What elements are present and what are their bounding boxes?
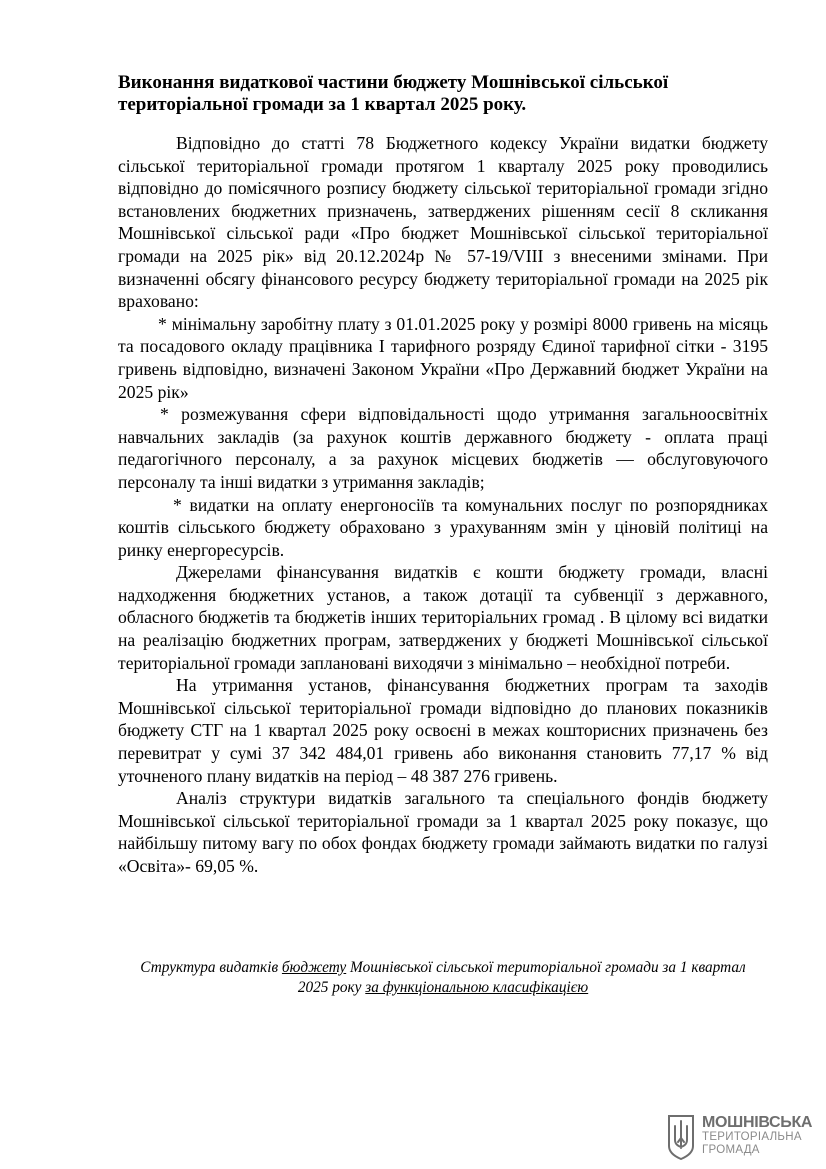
paragraph-funding-sources: Джерелами фінансування видатків є кошти бюджету громади, власні надходження бюджетних установ, а також дотації та субвенції з державного, обласного бюджетів та бюджетів інших територіальних громад . В цілому всі видатки на реалізацію бюджетних програм, затверджених у бюджеті Мошнівської сільської територіальної громади заплановані виходячи з мінімально – необхідної потреби. [118, 562, 768, 673]
bullet-responsibility-split: * розмежування сфери відповідальності щодо утримання загальноосвітніх навчальних закладів (за рахунок коштів державного бюджету - оплата праці педагогічного персоналу, а за рахунок місцевих бюджетів — обслуговуючого персоналу та інші видатки з утримання закладів; [118, 404, 768, 492]
title-line-1: Виконання видаткової частини бюджету Мошнівської сільської [118, 72, 669, 93]
paragraph-execution-amount: На утримання установ, фінансування бюджетних програм та заходів Мошнівської сільської територіальної громади відповідно до планових показників бюджету СТГ на 1 квартал 2025 року освоєні в межах кошторисних призначень без перевитрат у сумі 37 342 484,01 гривень або виконання становить 77,17 % від уточненого плану видатків на період – 48 387 276 гривень. [118, 675, 768, 786]
document-title [118, 72, 758, 116]
caption-part-1: Структура видатків [140, 959, 282, 976]
chart-caption [128, 958, 758, 998]
title-line-2: територіальної громади за 1 квартал 2025 року. [118, 94, 527, 115]
bullet-minimum-wage: * мінімальну заробітну плату з 01.01.2025 року у розмірі 8000 гривень на місяць та посадового окладу працівника І тарифного розряду Єдиної тарифної сітки - 3195 гривень відповідно, визначені Законом України «Про Державний бюджет України на 2025 рік» [118, 313, 768, 402]
caption-part-4: за функціональною класифікацією [365, 979, 589, 996]
logo-text [702, 1114, 812, 1157]
caption-part-3: Мошнівської сільської територіальної громади за 1 квартал 2025 року [297, 959, 746, 996]
community-logo [666, 1114, 816, 1162]
bullet-energy-costs: * видатки на оплату енергоносіїв та комунальних послуг по розпорядниках коштів сільського бюджету обраховано з урахуванням змін у ціновій політиці на ринку енергоресурсів. [118, 494, 768, 560]
logo-sub-text-2: ГРОМАДА [702, 1144, 760, 1156]
logo-sub-text-1: ТЕРИТОРІАЛЬНА [702, 1131, 802, 1143]
caption-part-2: бюджету [281, 959, 347, 976]
paragraph-structure-analysis: Аналіз структури видатків загального та спеціального фондів бюджету Мошнівської сільської територіальної громади за 1 квартал 2025 року показує, що найбільшу питому вагу по обох фондах бюджету громади займають видатки по галузі «Освіта»- 69,05 %. [118, 788, 768, 876]
logo-main-text: МОШНІВСЬКА [702, 1114, 813, 1131]
trident-emblem-icon [666, 1114, 696, 1160]
paragraph-budget-basis: Відповідно до статті 78 Бюджетного кодексу України видатки бюджету сільської територіальної громади протягом 1 кварталу 2025 року проводились відповідно до помісячного розпису бюджету сільської територіальної громади згідно встановлених бюджетних призначень, затверджених рішенням сесії 8 скликання Мошнівської сільської ради «Про бюджет Мошнівської сільської територіальної громади на 2025 рік» від 20.12.2024р № 57-19/VIII з внесеними змінами. При визначенні обсягу фінансового ресурсу бюджету територіальної громади на 2025 рік враховано: [118, 133, 768, 312]
document-body [118, 132, 768, 878]
